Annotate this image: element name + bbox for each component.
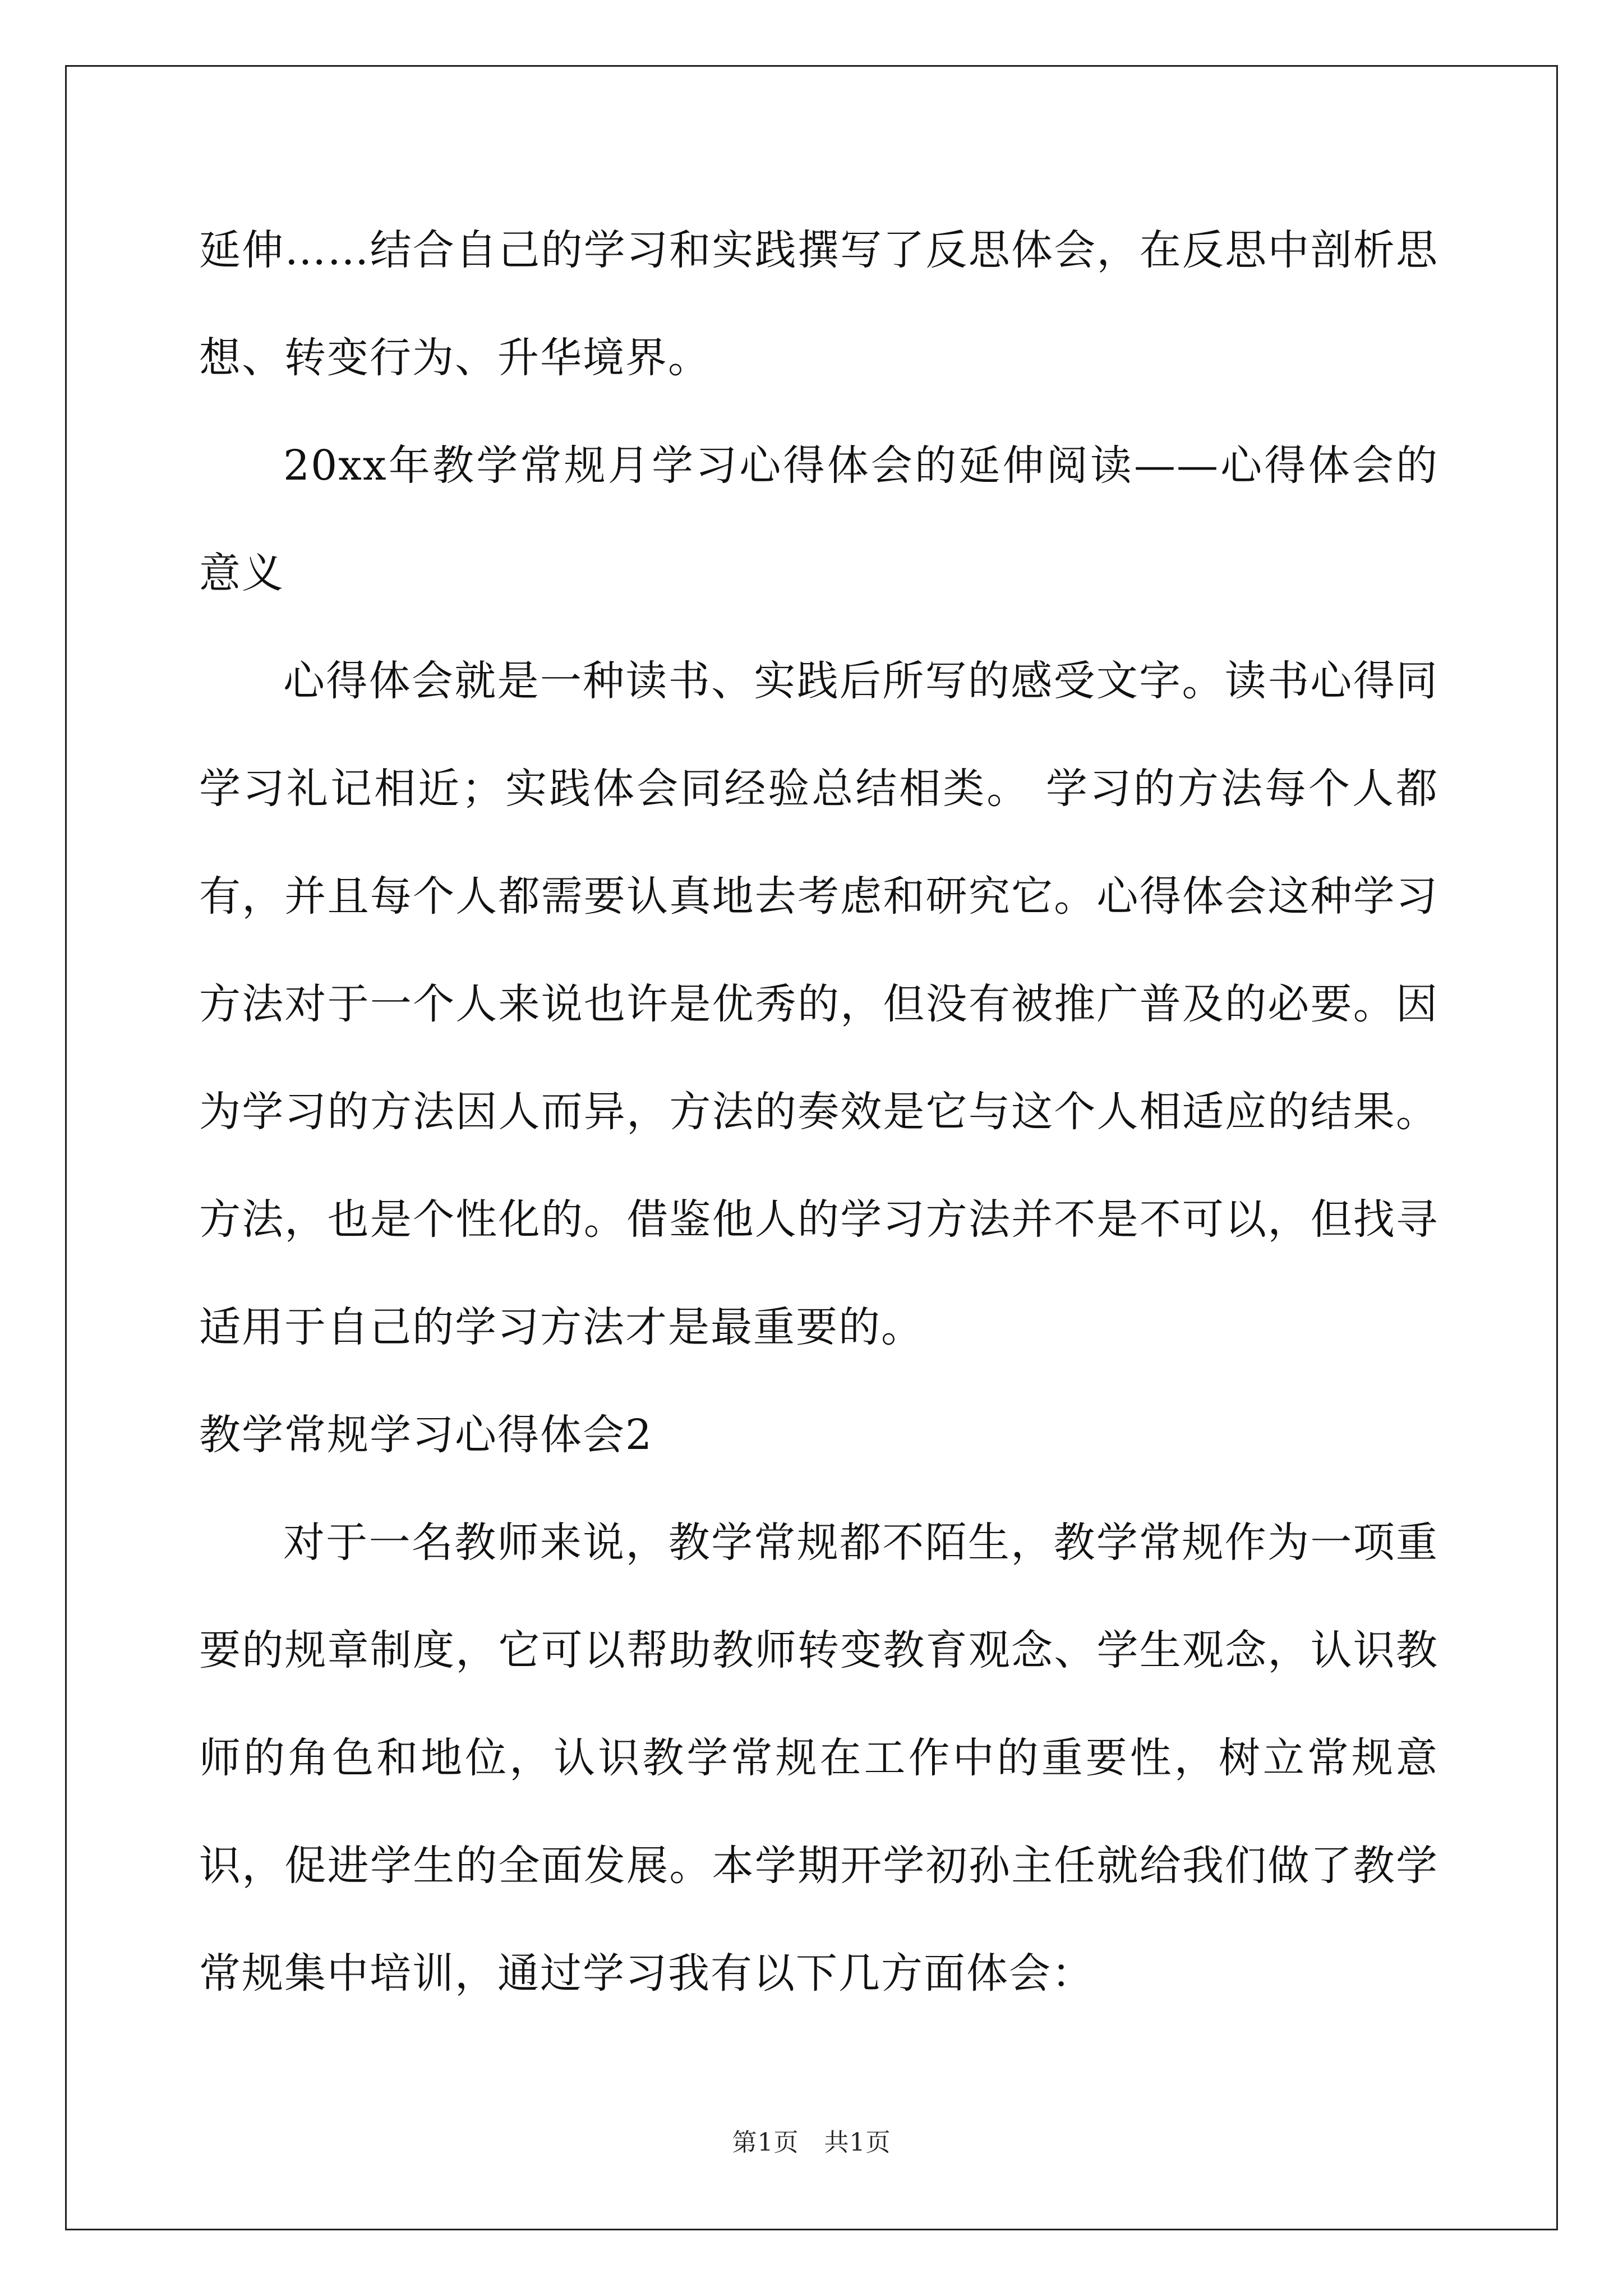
section-heading: 教学常规学习心得体会2 [199, 1411, 653, 1459]
paragraph-meaning: 心得体会就是一种读书、实践后所写的感受文字。读书心得同学习礼记相近；实践体会同经验总结相类。 学习的方法每个人都有，并且每个人都需要认真地去考虑和研究它。心得体会这种学习方法对于一个人来说也许是优秀的，但没有被推广普及的必要。因为学习的方法因人而异，方法的奏效是它与这个人相适应的结果。方法，也是个性化的。借鉴他人的学习方法并不是不可以，但找寻适用于自己的学习方法才是最重要的。 [199, 657, 1438, 1351]
document-body [199, 196, 1438, 2027]
paragraph-extended-reading-title: 20xx年教学常规月学习心得体会的延伸阅读——心得体会的意义 [199, 441, 1438, 597]
page-number-footer: 第1页 共1页 [732, 2128, 891, 2157]
paragraph-teacher-routine: 对于一名教师来说，教学常规都不陌生，教学常规作为一项重要的规章制度，它可以帮助教师转变教育观念、学生观念，认识教师的角色和地位，认识教学常规在工作中的重要性，树立常规意识，促进学生的全面发展。本学期开学初孙主任就给我们做了教学常规集中培训，通过学习我有以下几方面体会： [199, 1519, 1438, 1998]
paragraph-continuation: 延伸……结合自己的学习和实践撰写了反思体会，在反思中剖析思想、转变行为、升华境界。 [199, 226, 1438, 382]
